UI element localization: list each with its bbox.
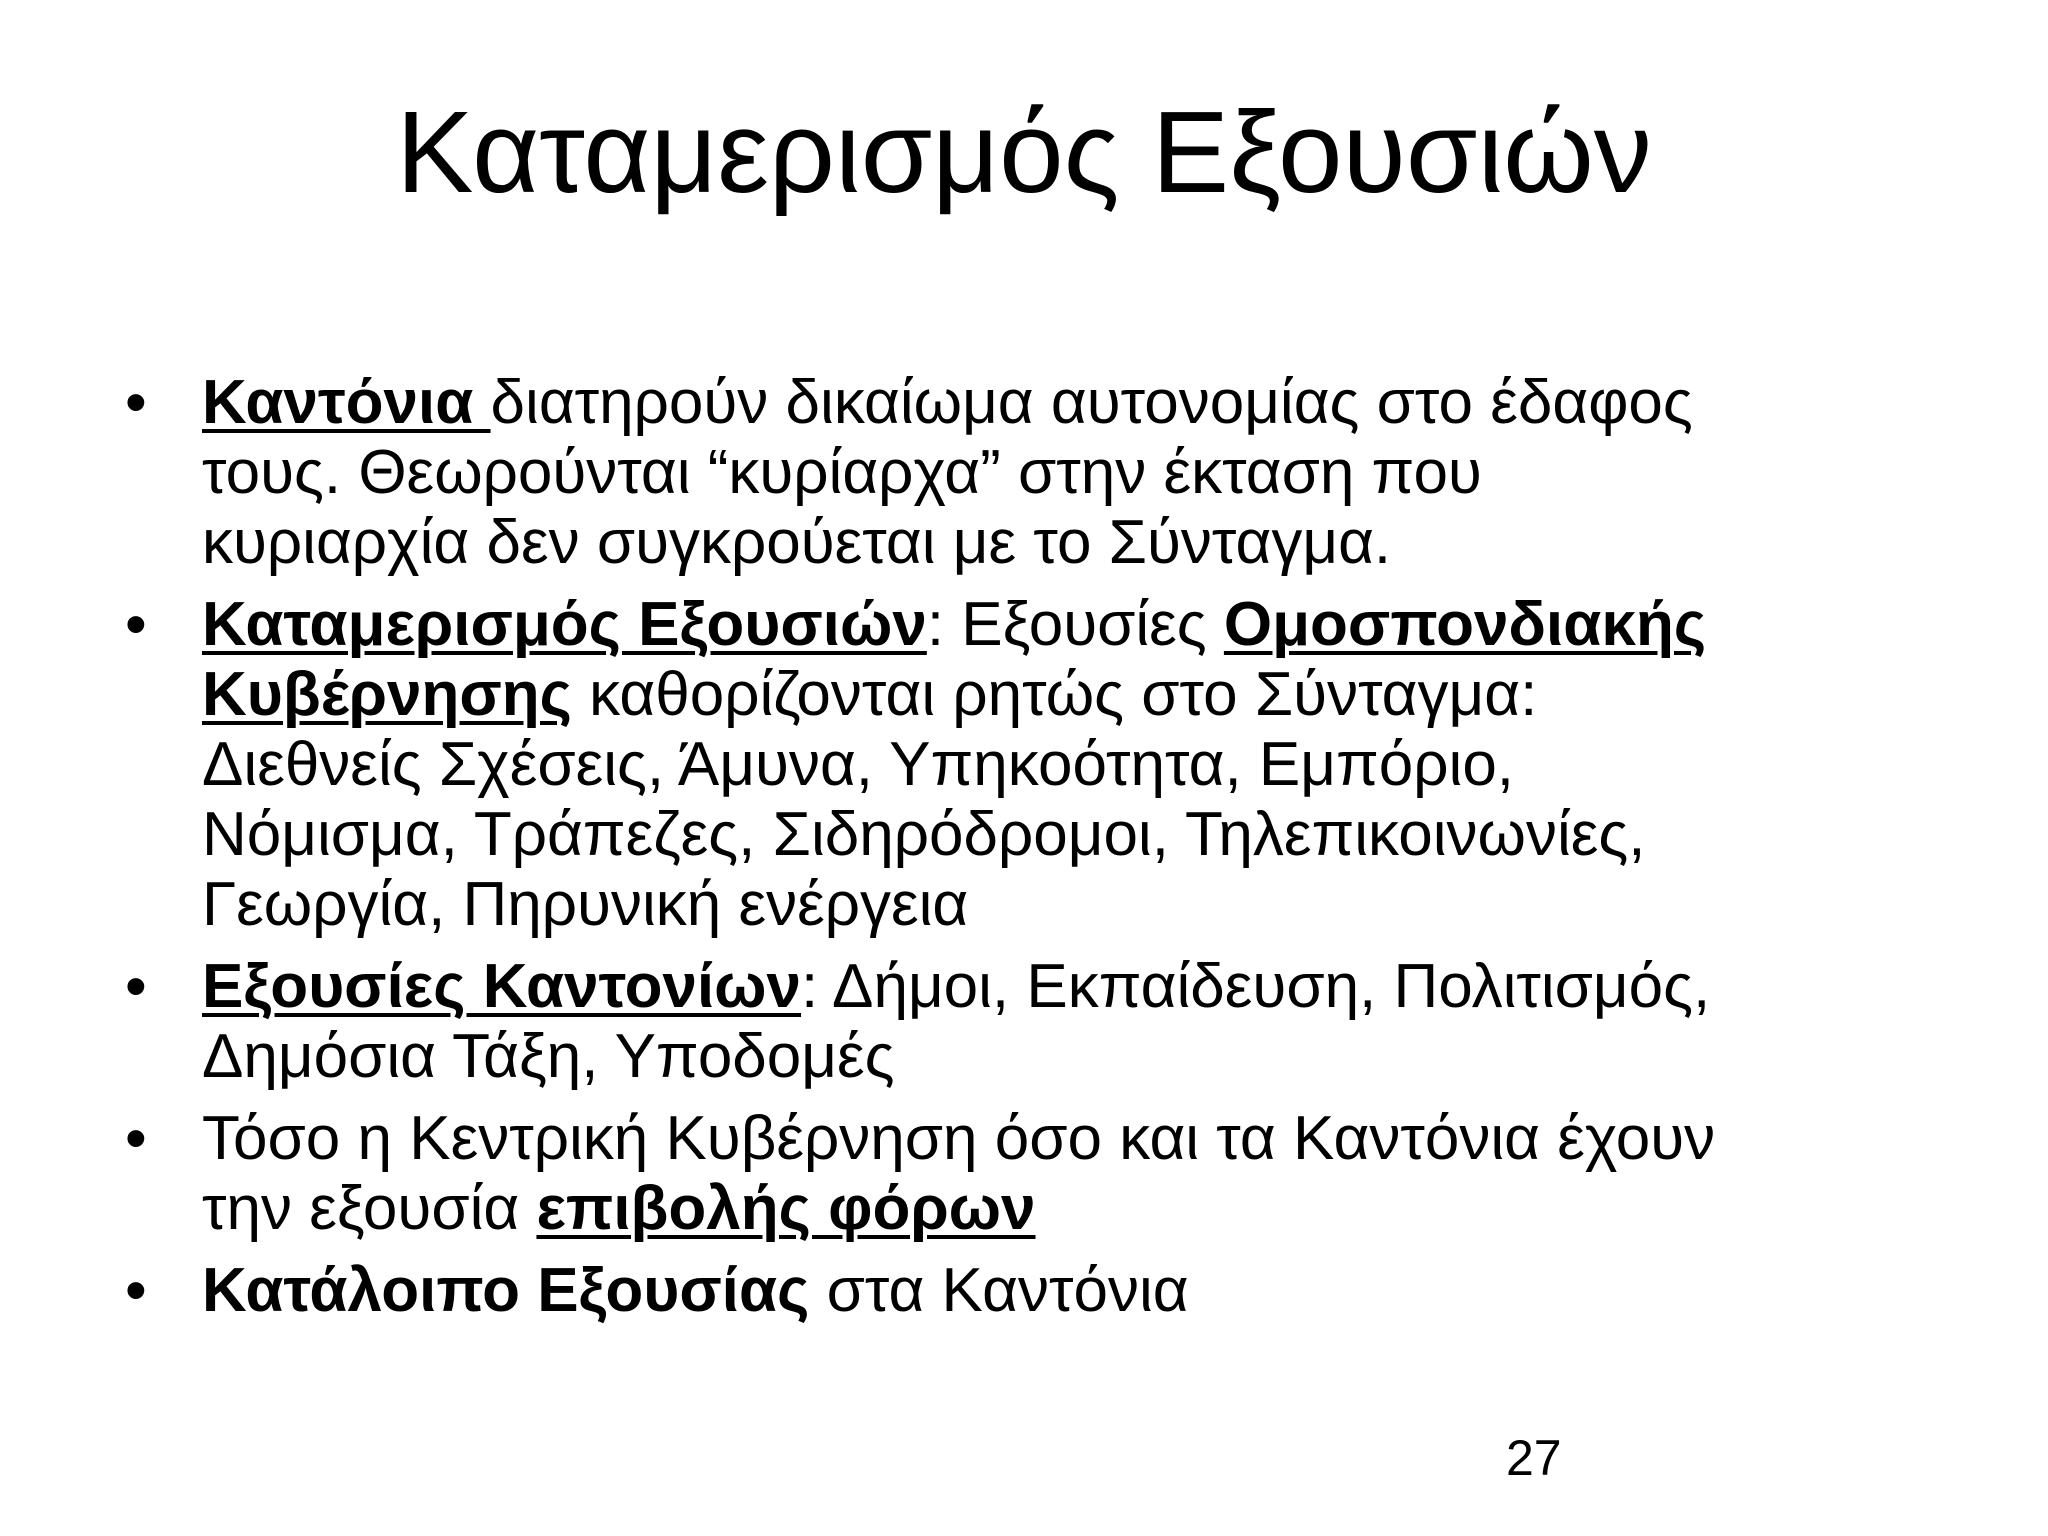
bullet-line <box>202 1104 1955 1174</box>
bullet-line <box>202 590 1955 660</box>
bullet-text: : Δήμοι, Εκπαίδευση, Πολιτισμός, <box>801 952 1711 1021</box>
bullet-line <box>202 870 1955 940</box>
bullet-marker: • <box>125 1256 147 1325</box>
bullet-emphasis: επιβολής φόρων <box>536 1174 1036 1243</box>
bullet-line <box>202 952 1955 1022</box>
bullet-emphasis: Ομοσπονδιακής <box>1223 590 1707 659</box>
bullet-text: Δημόσια Τάξη, Υποδομές <box>202 1022 895 1091</box>
bullet-item <box>125 590 1955 940</box>
bullet-text: Διεθνείς Σχέσεις, Άμυνα, Υπηκοότητα, Εμπόριο, <box>202 730 1515 799</box>
slide-title: Καταμερισμός Εξουσιών <box>396 87 1652 217</box>
bullet-item <box>125 952 1955 1092</box>
bullet-marker: • <box>125 368 147 437</box>
bullet-text: τους. Θεωρούνται “κυρίαρχα” στην έκταση που <box>202 438 1482 507</box>
bullet-text: κυριαρχία δεν συγκρούεται με το Σύνταγμα. <box>202 508 1392 577</box>
bullet-emphasis: Κατάλοιπο Εξουσίας <box>202 1256 810 1325</box>
bullet-line <box>202 1256 1955 1326</box>
bullet-line <box>202 1174 1955 1244</box>
bullet-text: καθορίζονται ρητώς στο Σύνταγμα: <box>571 660 1538 729</box>
bullet-text: διατηρούν δικαίωμα αυτονομίας στο έδαφος <box>490 368 1693 437</box>
bullet-marker: • <box>125 590 147 659</box>
bullet-line <box>202 660 1955 730</box>
bullet-text: : Εξουσίες <box>926 590 1224 659</box>
bullet-text: Νόμισμα, Τράπεζες, Σιδηρόδρομοι, Τηλεπικοινωνίες, <box>202 800 1646 869</box>
bullet-line <box>202 1022 1955 1092</box>
bullet-line <box>202 730 1955 800</box>
bullet-item <box>125 1256 1955 1326</box>
page-number: 27 <box>1506 1430 1562 1486</box>
bullet-line <box>202 508 1955 578</box>
bullet-text: στα Καντόνια <box>809 1256 1189 1325</box>
bullet-emphasis: Κυβέρνησης <box>202 660 572 729</box>
bullet-line <box>202 368 1955 438</box>
bullet-item <box>125 368 1955 578</box>
bullet-emphasis: Εξουσίες Καντονίων <box>202 952 802 1021</box>
bullet-list <box>125 368 1955 1338</box>
bullet-text: Γεωργία, Πηρυνική ενέργεια <box>202 870 969 939</box>
bullet-text: Τόσο η Κεντρική Κυβέρνηση όσο και τα Καντόνια έχουν <box>202 1104 1716 1173</box>
bullet-text: την εξουσία <box>202 1174 537 1243</box>
bullet-emphasis: Καντόνια <box>202 368 491 437</box>
bullet-item <box>125 1104 1955 1244</box>
bullet-line <box>202 438 1955 508</box>
bullet-line <box>202 800 1955 870</box>
bullet-emphasis: Καταμερισμός Εξουσιών <box>202 590 927 659</box>
bullet-marker: • <box>125 1104 147 1173</box>
bullet-marker: • <box>125 952 147 1021</box>
